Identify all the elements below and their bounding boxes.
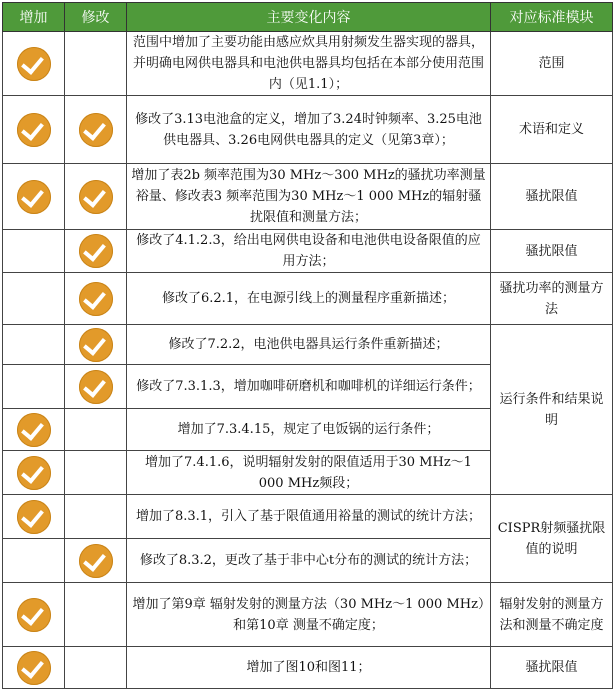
change-desc: 增加了7.4.1.6，说明辐射发射的限值适用于30 MHz～1 000 MHz频段； <box>127 451 491 495</box>
added-cell <box>3 230 65 273</box>
change-desc: 修改了7.2.2，电池供电器具运行条件重新描述； <box>127 325 491 365</box>
check-icon <box>17 500 51 534</box>
change-desc: 修改了3.13电池盒的定义，增加了3.24时钟频率、3.25电池供电器具、3.26电网供电器具的定义（见第3章）； <box>127 96 491 164</box>
added-cell <box>3 583 65 647</box>
change-desc: 增加了图10和图11； <box>127 647 491 689</box>
modified-cell <box>65 230 127 273</box>
table-row <box>3 325 613 365</box>
check-icon <box>17 598 51 632</box>
check-icon <box>79 180 113 214</box>
module-cell: CISPR射频骚扰限值的说明 <box>491 495 613 583</box>
modified-cell <box>65 647 127 689</box>
table-row <box>3 230 613 273</box>
change-desc: 修改了8.3.2，更改了基于非中心t分布的测试的统计方法； <box>127 539 491 583</box>
modified-cell <box>65 365 127 409</box>
table-row <box>3 96 613 164</box>
added-cell <box>3 539 65 583</box>
table-row <box>3 495 613 539</box>
table-row <box>3 583 613 647</box>
change-desc: 增加了表2b 频率范围为30 MHz～300 MHz的骚扰功率测量裕量、修改表3 频率范围为30 MHz～1 000 MHz的辐射骚扰限值和测量方法； <box>127 164 491 230</box>
change-desc: 增加了第9章 辐射发射的测量方法（30 MHz～1 000 MHz）和第10章 测量不确定度； <box>127 583 491 647</box>
modified-cell <box>65 325 127 365</box>
module-cell: 骚扰限值 <box>491 230 613 273</box>
added-cell <box>3 164 65 230</box>
added-cell <box>3 365 65 409</box>
modified-cell <box>65 273 127 325</box>
added-cell <box>3 325 65 365</box>
module-cell: 术语和定义 <box>491 96 613 164</box>
modified-cell <box>65 583 127 647</box>
added-cell <box>3 273 65 325</box>
table-row <box>3 647 613 689</box>
check-icon <box>79 234 113 268</box>
check-icon <box>17 47 51 81</box>
modified-cell <box>65 96 127 164</box>
modified-cell <box>65 539 127 583</box>
added-cell <box>3 451 65 495</box>
table-row <box>3 273 613 325</box>
table-row <box>3 32 613 96</box>
header-row <box>3 3 613 32</box>
check-icon <box>17 456 51 490</box>
modified-cell <box>65 409 127 451</box>
added-cell <box>3 96 65 164</box>
modified-cell <box>65 495 127 539</box>
change-desc: 范围中增加了主要功能由感应炊具用射频发生器实现的器具，并明确电网供电器具和电池供电器具均包括在本部分使用范围内（见1.1）； <box>127 32 491 96</box>
table-row <box>3 164 613 230</box>
header-modified: 修改 <box>65 3 127 32</box>
check-icon <box>17 651 51 685</box>
module-cell: 运行条件和结果说明 <box>491 325 613 495</box>
check-icon <box>17 413 51 447</box>
change-desc: 增加了8.3.1，引入了基于限值通用裕量的测试的统计方法； <box>127 495 491 539</box>
check-icon <box>17 180 51 214</box>
check-icon <box>79 544 113 578</box>
module-cell: 骚扰限值 <box>491 164 613 230</box>
module-cell: 范围 <box>491 32 613 96</box>
change-desc: 修改了4.1.2.3，给出电网供电设备和电池供电设备限值的应用方法； <box>127 230 491 273</box>
change-desc: 修改了7.3.1.3，增加咖啡研磨机和咖啡机的详细运行条件； <box>127 365 491 409</box>
check-icon <box>79 113 113 147</box>
header-changes: 主要变化内容 <box>127 3 491 32</box>
module-cell: 骚扰功率的测量方法 <box>491 273 613 325</box>
check-icon <box>79 282 113 316</box>
check-icon <box>79 370 113 404</box>
header-module: 对应标准模块 <box>491 3 613 32</box>
added-cell <box>3 32 65 96</box>
check-icon <box>17 113 51 147</box>
modified-cell <box>65 32 127 96</box>
modified-cell <box>65 451 127 495</box>
standard-changes-table <box>2 2 613 689</box>
check-icon <box>79 328 113 362</box>
added-cell <box>3 409 65 451</box>
module-cell: 骚扰限值 <box>491 647 613 689</box>
modified-cell <box>65 164 127 230</box>
change-desc: 增加了7.3.4.15，规定了电饭锅的运行条件； <box>127 409 491 451</box>
change-desc: 修改了6.2.1，在电源引线上的测量程序重新描述； <box>127 273 491 325</box>
module-cell: 辐射发射的测量方法和测量不确定度 <box>491 583 613 647</box>
added-cell <box>3 495 65 539</box>
added-cell <box>3 647 65 689</box>
header-added: 增加 <box>3 3 65 32</box>
